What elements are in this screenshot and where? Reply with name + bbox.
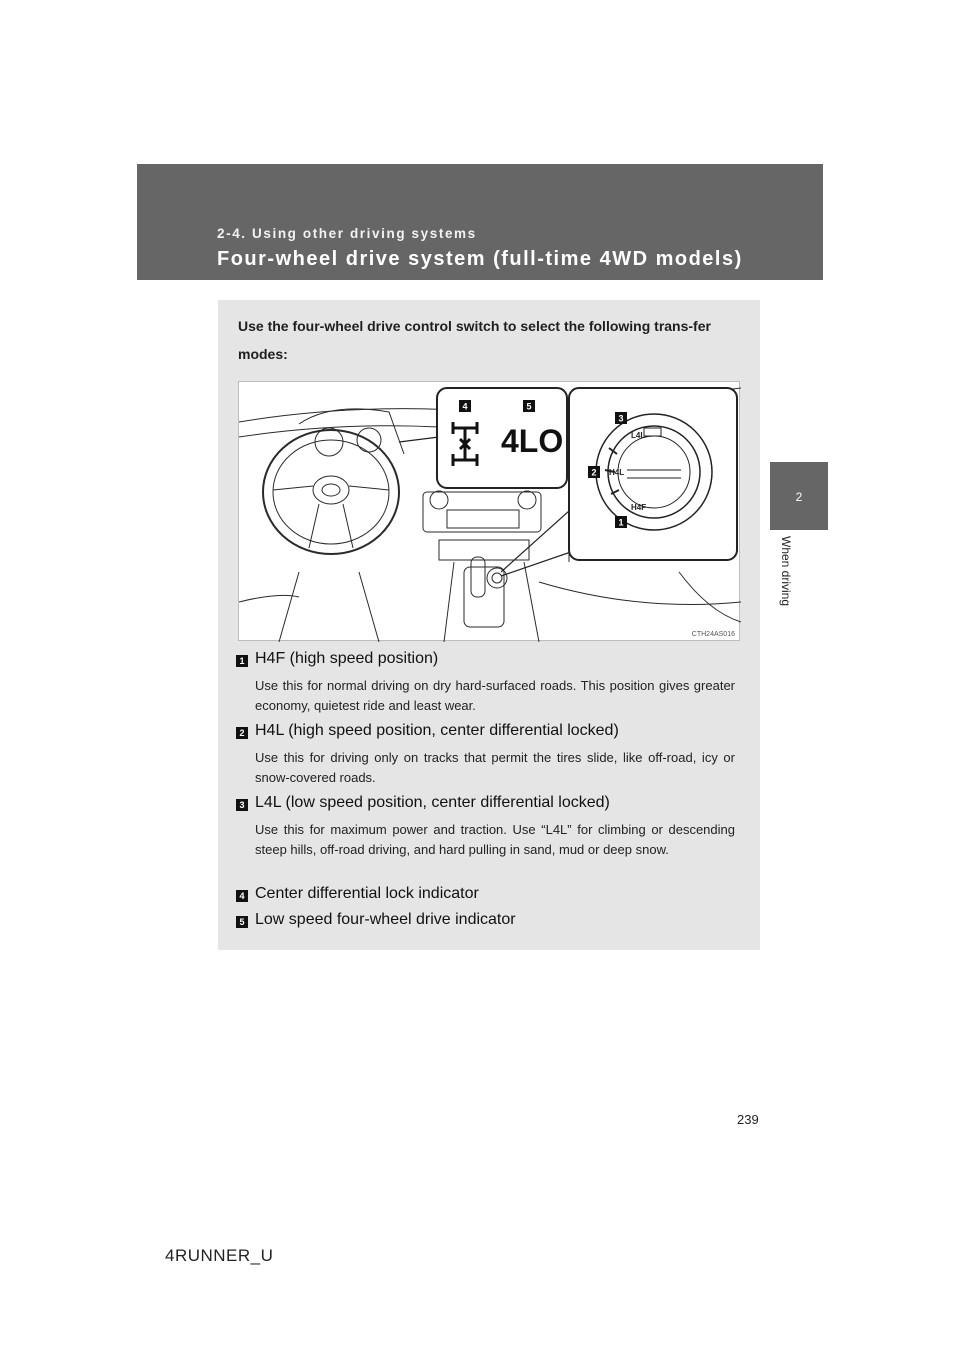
footer-model-code: 4RUNNER_U (165, 1246, 274, 1265)
content-panel (218, 300, 760, 950)
mode-item-l4l (236, 794, 746, 860)
dashboard-drawing (239, 382, 741, 642)
chapter-header (137, 164, 823, 280)
dial-label-l4l: L4L (631, 431, 646, 440)
mode-item-h4f (236, 650, 746, 716)
dashboard-illustration (238, 381, 740, 641)
indicator-item-center-diff (236, 885, 746, 907)
figure-code: CTH24AS016 (691, 631, 735, 638)
dial-label-h4l: H4L (609, 468, 625, 477)
section-title: 2-4. Using other driving systems (217, 226, 477, 241)
item-description: Use this for driving only on tracks that permit the tires slide, like off-road, icy or snow-covered roads. (255, 750, 735, 785)
callout-2: 2 (591, 467, 597, 478)
chapter-label: When driving (779, 536, 793, 607)
intro-text: Use the four-wheel drive control switch to select the following trans-fer modes: (238, 318, 711, 362)
callout-4: 4 (462, 401, 468, 412)
chapter-number: 2 (795, 490, 803, 504)
item-title: H4L (high speed position, center differential locked) (255, 722, 619, 739)
mode-item-h4l (236, 722, 746, 788)
item-marker: 2 (236, 727, 248, 739)
callout-1: 1 (618, 517, 624, 528)
item-marker: 1 (236, 655, 248, 667)
item-marker: 5 (236, 916, 248, 928)
item-title: L4L (low speed position, center differential locked) (255, 794, 610, 811)
item-title: Low speed four-wheel drive indicator (255, 911, 516, 928)
indicator-4lo-text: 4LO (501, 423, 564, 459)
item-description: Use this for normal driving on dry hard-surfaced roads. This position gives greater economy, quietest ride and least wear. (255, 678, 735, 713)
callout-3: 3 (618, 413, 624, 424)
page-number: 239 (737, 1112, 759, 1127)
item-marker: 3 (236, 799, 248, 811)
page-title: Four-wheel drive system (full-time 4WD models) (217, 248, 743, 270)
item-title: Center differential lock indicator (255, 885, 479, 902)
item-title: H4F (high speed position) (255, 650, 439, 667)
dial-label-h4f: H4F (631, 503, 647, 512)
callout-5: 5 (526, 401, 532, 412)
item-description: Use this for maximum power and traction. Use “L4L” for climbing or descending steep hills, off-road driving, and hard pulling in sand, mud or deep snow. (255, 822, 735, 857)
item-marker: 4 (236, 890, 248, 902)
chapter-tab (770, 462, 828, 530)
indicator-item-low-speed (236, 911, 746, 933)
